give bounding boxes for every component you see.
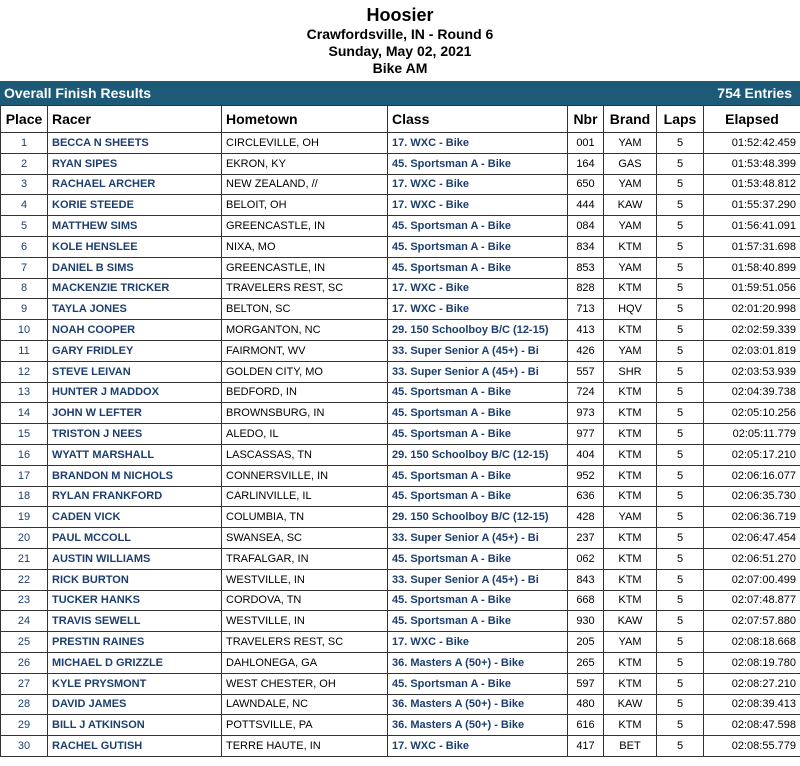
hometown-cell: TRAVELERS REST, SC <box>222 278 388 299</box>
place-cell: 29 <box>1 715 48 736</box>
brand-cell: YAM <box>604 507 657 528</box>
hometown-cell: TRAFALGAR, IN <box>222 548 388 569</box>
hometown-cell: GREENCASTLE, IN <box>222 257 388 278</box>
brand-cell: KTM <box>604 486 657 507</box>
elapsed-cell: 02:08:18.668 <box>704 632 800 653</box>
laps-cell: 5 <box>657 486 704 507</box>
elapsed-cell: 02:01:20.998 <box>704 299 800 320</box>
laps-cell: 5 <box>657 507 704 528</box>
class-cell: 17. WXC - Bike <box>388 299 568 320</box>
number-cell: 426 <box>568 340 604 361</box>
elapsed-cell: 02:06:47.454 <box>704 528 800 549</box>
class-cell: 29. 150 Schoolboy B/C (12-15) <box>388 444 568 465</box>
hometown-cell: NEW ZEALAND, // <box>222 174 388 195</box>
racer-name-cell: RICK BURTON <box>48 569 222 590</box>
elapsed-cell: 02:07:00.499 <box>704 569 800 590</box>
racer-name-cell: BRANDON M NICHOLS <box>48 465 222 486</box>
number-cell: 973 <box>568 403 604 424</box>
brand-cell: KTM <box>604 278 657 299</box>
brand-cell: KTM <box>604 403 657 424</box>
hometown-cell: TRAVELERS REST, SC <box>222 632 388 653</box>
col-elapsed: Elapsed <box>704 106 800 133</box>
racer-name-cell: KORIE STEEDE <box>48 195 222 216</box>
hometown-cell: MORGANTON, NC <box>222 320 388 341</box>
hometown-cell: LAWNDALE, NC <box>222 694 388 715</box>
elapsed-cell: 02:06:36.719 <box>704 507 800 528</box>
racer-name-cell: CADEN VICK <box>48 507 222 528</box>
table-row <box>1 694 800 715</box>
number-cell: 828 <box>568 278 604 299</box>
place-cell: 8 <box>1 278 48 299</box>
racer-name-cell: PRESTIN RAINES <box>48 632 222 653</box>
hometown-cell: WESTVILLE, IN <box>222 611 388 632</box>
place-cell: 26 <box>1 652 48 673</box>
laps-cell: 5 <box>657 236 704 257</box>
laps-cell: 5 <box>657 569 704 590</box>
elapsed-cell: 02:06:16.077 <box>704 465 800 486</box>
place-cell: 7 <box>1 257 48 278</box>
brand-cell: KTM <box>604 236 657 257</box>
table-row <box>1 403 800 424</box>
racer-name-cell: TUCKER HANKS <box>48 590 222 611</box>
racer-name-cell: BILL J ATKINSON <box>48 715 222 736</box>
elapsed-cell: 02:08:27.210 <box>704 673 800 694</box>
number-cell: 404 <box>568 444 604 465</box>
laps-cell: 5 <box>657 465 704 486</box>
racer-name-cell: WYATT MARSHALL <box>48 444 222 465</box>
elapsed-cell: 02:05:10.256 <box>704 403 800 424</box>
racer-name-cell: HUNTER J MADDOX <box>48 382 222 403</box>
class-cell: 17. WXC - Bike <box>388 278 568 299</box>
racer-name-cell: DAVID JAMES <box>48 694 222 715</box>
laps-cell: 5 <box>657 340 704 361</box>
elapsed-cell: 02:05:11.779 <box>704 424 800 445</box>
table-row <box>1 424 800 445</box>
number-cell: 062 <box>568 548 604 569</box>
laps-cell: 5 <box>657 278 704 299</box>
hometown-cell: POTTSVILLE, PA <box>222 715 388 736</box>
elapsed-cell: 01:59:51.056 <box>704 278 800 299</box>
laps-cell: 5 <box>657 424 704 445</box>
racer-name-cell: RACHAEL ARCHER <box>48 174 222 195</box>
racer-name-cell: JOHN W LEFTER <box>48 403 222 424</box>
table-row <box>1 652 800 673</box>
elapsed-cell: 02:03:01.819 <box>704 340 800 361</box>
elapsed-cell: 02:08:39.413 <box>704 694 800 715</box>
place-cell: 30 <box>1 736 48 757</box>
elapsed-cell: 01:58:40.899 <box>704 257 800 278</box>
laps-cell: 5 <box>657 133 704 154</box>
laps-cell: 5 <box>657 528 704 549</box>
number-cell: 480 <box>568 694 604 715</box>
elapsed-cell: 02:04:39.738 <box>704 382 800 403</box>
table-row <box>1 736 800 757</box>
hometown-cell: ALEDO, IL <box>222 424 388 445</box>
laps-cell: 5 <box>657 195 704 216</box>
hometown-cell: LASCASSAS, TN <box>222 444 388 465</box>
elapsed-cell: 01:56:41.091 <box>704 216 800 237</box>
class-cell: 33. Super Senior A (45+) - Bi <box>388 361 568 382</box>
number-cell: 084 <box>568 216 604 237</box>
elapsed-cell: 02:08:55.779 <box>704 736 800 757</box>
place-cell: 18 <box>1 486 48 507</box>
place-cell: 3 <box>1 174 48 195</box>
class-cell: 36. Masters A (50+) - Bike <box>388 715 568 736</box>
class-cell: 17. WXC - Bike <box>388 195 568 216</box>
entries-count: 754 Entries <box>717 85 792 101</box>
brand-cell: YAM <box>604 133 657 154</box>
event-date: Sunday, May 02, 2021 <box>328 43 472 59</box>
place-cell: 1 <box>1 133 48 154</box>
number-cell: 650 <box>568 174 604 195</box>
place-cell: 25 <box>1 632 48 653</box>
event-title: Hoosier <box>366 5 434 25</box>
table-row <box>1 569 800 590</box>
number-cell: 164 <box>568 153 604 174</box>
class-cell: 45. Sportsman A - Bike <box>388 257 568 278</box>
table-row <box>1 465 800 486</box>
brand-cell: KTM <box>604 715 657 736</box>
table-row <box>1 320 800 341</box>
class-cell: 36. Masters A (50+) - Bike <box>388 652 568 673</box>
hometown-cell: SWANSEA, SC <box>222 528 388 549</box>
hometown-cell: GOLDEN CITY, MO <box>222 361 388 382</box>
col-hometown: Hometown <box>222 106 388 133</box>
hometown-cell: WESTVILLE, IN <box>222 569 388 590</box>
number-cell: 977 <box>568 424 604 445</box>
brand-cell: KTM <box>604 590 657 611</box>
laps-cell: 5 <box>657 694 704 715</box>
hometown-cell: BELTON, SC <box>222 299 388 320</box>
hometown-cell: WEST CHESTER, OH <box>222 673 388 694</box>
class-cell: 45. Sportsman A - Bike <box>388 236 568 257</box>
racer-name-cell: RYAN SIPES <box>48 153 222 174</box>
place-cell: 15 <box>1 424 48 445</box>
class-cell: 45. Sportsman A - Bike <box>388 403 568 424</box>
number-cell: 834 <box>568 236 604 257</box>
brand-cell: YAM <box>604 340 657 361</box>
table-row <box>1 548 800 569</box>
number-cell: 417 <box>568 736 604 757</box>
brand-cell: GAS <box>604 153 657 174</box>
hometown-cell: CIRCLEVILLE, OH <box>222 133 388 154</box>
laps-cell: 5 <box>657 632 704 653</box>
laps-cell: 5 <box>657 715 704 736</box>
class-cell: 33. Super Senior A (45+) - Bi <box>388 569 568 590</box>
place-cell: 14 <box>1 403 48 424</box>
laps-cell: 5 <box>657 652 704 673</box>
elapsed-cell: 02:07:48.877 <box>704 590 800 611</box>
class-cell: 17. WXC - Bike <box>388 632 568 653</box>
laps-cell: 5 <box>657 257 704 278</box>
table-row <box>1 153 800 174</box>
number-cell: 636 <box>568 486 604 507</box>
number-cell: 557 <box>568 361 604 382</box>
table-row <box>1 444 800 465</box>
elapsed-cell: 02:06:51.270 <box>704 548 800 569</box>
racer-name-cell: RACHEL GUTISH <box>48 736 222 757</box>
table-row <box>1 216 800 237</box>
class-cell: 45. Sportsman A - Bike <box>388 673 568 694</box>
laps-cell: 5 <box>657 216 704 237</box>
place-cell: 24 <box>1 611 48 632</box>
table-row <box>1 632 800 653</box>
brand-cell: KAW <box>604 694 657 715</box>
racer-name-cell: RYLAN FRANKFORD <box>48 486 222 507</box>
col-class: Class <box>388 106 568 133</box>
class-cell: 17. WXC - Bike <box>388 736 568 757</box>
brand-cell: KTM <box>604 528 657 549</box>
elapsed-cell: 01:52:42.459 <box>704 133 800 154</box>
laps-cell: 5 <box>657 361 704 382</box>
number-cell: 237 <box>568 528 604 549</box>
table-row <box>1 299 800 320</box>
place-cell: 16 <box>1 444 48 465</box>
laps-cell: 5 <box>657 736 704 757</box>
table-row <box>1 382 800 403</box>
laps-cell: 5 <box>657 444 704 465</box>
brand-cell: KAW <box>604 611 657 632</box>
class-cell: 45. Sportsman A - Bike <box>388 465 568 486</box>
laps-cell: 5 <box>657 320 704 341</box>
hometown-cell: GREENCASTLE, IN <box>222 216 388 237</box>
racer-name-cell: AUSTIN WILLIAMS <box>48 548 222 569</box>
class-cell: 45. Sportsman A - Bike <box>388 486 568 507</box>
hometown-cell: NIXA, MO <box>222 236 388 257</box>
laps-cell: 5 <box>657 611 704 632</box>
number-cell: 444 <box>568 195 604 216</box>
racer-name-cell: MATTHEW SIMS <box>48 216 222 237</box>
class-cell: 33. Super Senior A (45+) - Bi <box>388 340 568 361</box>
elapsed-cell: 02:02:59.339 <box>704 320 800 341</box>
racer-name-cell: MACKENZIE TRICKER <box>48 278 222 299</box>
table-row <box>1 174 800 195</box>
number-cell: 843 <box>568 569 604 590</box>
brand-cell: KTM <box>604 673 657 694</box>
header-row <box>1 106 800 133</box>
table-row <box>1 486 800 507</box>
place-cell: 28 <box>1 694 48 715</box>
place-cell: 23 <box>1 590 48 611</box>
number-cell: 265 <box>568 652 604 673</box>
brand-cell: BET <box>604 736 657 757</box>
brand-cell: YAM <box>604 174 657 195</box>
table-row <box>1 340 800 361</box>
brand-cell: KTM <box>604 652 657 673</box>
table-row <box>1 673 800 694</box>
laps-cell: 5 <box>657 299 704 320</box>
class-cell: 29. 150 Schoolboy B/C (12-15) <box>388 507 568 528</box>
brand-cell: KTM <box>604 444 657 465</box>
elapsed-cell: 02:06:35.730 <box>704 486 800 507</box>
table-row <box>1 133 800 154</box>
brand-cell: YAM <box>604 257 657 278</box>
class-cell: 45. Sportsman A - Bike <box>388 216 568 237</box>
class-cell: 45. Sportsman A - Bike <box>388 424 568 445</box>
hometown-cell: BELOIT, OH <box>222 195 388 216</box>
laps-cell: 5 <box>657 548 704 569</box>
laps-cell: 5 <box>657 590 704 611</box>
results-body <box>1 133 800 757</box>
hometown-cell: COLUMBIA, TN <box>222 507 388 528</box>
brand-cell: YAM <box>604 216 657 237</box>
place-cell: 6 <box>1 236 48 257</box>
results-title: Overall Finish Results <box>4 85 152 101</box>
number-cell: 616 <box>568 715 604 736</box>
elapsed-cell: 02:08:19.780 <box>704 652 800 673</box>
table-row <box>1 715 800 736</box>
number-cell: 713 <box>568 299 604 320</box>
class-cell: 33. Super Senior A (45+) - Bi <box>388 528 568 549</box>
place-cell: 27 <box>1 673 48 694</box>
report-header <box>0 0 800 77</box>
place-cell: 5 <box>1 216 48 237</box>
col-brand: Brand <box>604 106 657 133</box>
racer-name-cell: KYLE PRYSMONT <box>48 673 222 694</box>
laps-cell: 5 <box>657 382 704 403</box>
brand-cell: KTM <box>604 382 657 403</box>
event-location: Crawfordsville, IN - Round 6 <box>306 26 494 42</box>
hometown-cell: CONNERSVILLE, IN <box>222 465 388 486</box>
place-cell: 13 <box>1 382 48 403</box>
table-row <box>1 590 800 611</box>
elapsed-cell: 01:55:37.290 <box>704 195 800 216</box>
hometown-cell: FAIRMONT, WV <box>222 340 388 361</box>
brand-cell: KTM <box>604 465 657 486</box>
place-cell: 21 <box>1 548 48 569</box>
number-cell: 597 <box>568 673 604 694</box>
laps-cell: 5 <box>657 673 704 694</box>
class-cell: 17. WXC - Bike <box>388 133 568 154</box>
hometown-cell: CORDOVA, TN <box>222 590 388 611</box>
table-row <box>1 278 800 299</box>
laps-cell: 5 <box>657 174 704 195</box>
racer-name-cell: PAUL MCCOLL <box>48 528 222 549</box>
table-row <box>1 257 800 278</box>
number-cell: 205 <box>568 632 604 653</box>
col-place: Place <box>1 106 48 133</box>
brand-cell: YAM <box>604 632 657 653</box>
racer-name-cell: KOLE HENSLEE <box>48 236 222 257</box>
number-cell: 413 <box>568 320 604 341</box>
brand-cell: KTM <box>604 424 657 445</box>
elapsed-cell: 02:05:17.210 <box>704 444 800 465</box>
table-row <box>1 236 800 257</box>
racer-name-cell: STEVE LEIVAN <box>48 361 222 382</box>
table-row <box>1 611 800 632</box>
place-cell: 19 <box>1 507 48 528</box>
class-cell: 45. Sportsman A - Bike <box>388 382 568 403</box>
place-cell: 2 <box>1 153 48 174</box>
hometown-cell: TERRE HAUTE, IN <box>222 736 388 757</box>
number-cell: 001 <box>568 133 604 154</box>
table-row <box>1 528 800 549</box>
racer-name-cell: MICHAEL D GRIZZLE <box>48 652 222 673</box>
table-row <box>1 361 800 382</box>
hometown-cell: DAHLONEGA, GA <box>222 652 388 673</box>
number-cell: 668 <box>568 590 604 611</box>
number-cell: 952 <box>568 465 604 486</box>
results-banner <box>0 81 800 105</box>
elapsed-cell: 02:07:57.880 <box>704 611 800 632</box>
racer-name-cell: GARY FRIDLEY <box>48 340 222 361</box>
place-cell: 11 <box>1 340 48 361</box>
event-session: Bike AM <box>372 60 428 76</box>
results-table <box>0 105 800 757</box>
col-nbr: Nbr <box>568 106 604 133</box>
laps-cell: 5 <box>657 403 704 424</box>
hometown-cell: BROWNSBURG, IN <box>222 403 388 424</box>
hometown-cell: CARLINVILLE, IL <box>222 486 388 507</box>
brand-cell: KTM <box>604 320 657 341</box>
number-cell: 724 <box>568 382 604 403</box>
elapsed-cell: 01:53:48.812 <box>704 174 800 195</box>
brand-cell: KTM <box>604 548 657 569</box>
table-row <box>1 507 800 528</box>
table-row <box>1 195 800 216</box>
racer-name-cell: TAYLA JONES <box>48 299 222 320</box>
class-cell: 45. Sportsman A - Bike <box>388 153 568 174</box>
elapsed-cell: 02:03:53.939 <box>704 361 800 382</box>
col-racer: Racer <box>48 106 222 133</box>
place-cell: 22 <box>1 569 48 590</box>
place-cell: 12 <box>1 361 48 382</box>
class-cell: 29. 150 Schoolboy B/C (12-15) <box>388 320 568 341</box>
place-cell: 10 <box>1 320 48 341</box>
elapsed-cell: 01:57:31.698 <box>704 236 800 257</box>
place-cell: 20 <box>1 528 48 549</box>
number-cell: 930 <box>568 611 604 632</box>
hometown-cell: BEDFORD, IN <box>222 382 388 403</box>
class-cell: 45. Sportsman A - Bike <box>388 611 568 632</box>
racer-name-cell: DANIEL B SIMS <box>48 257 222 278</box>
racer-name-cell: BECCA N SHEETS <box>48 133 222 154</box>
number-cell: 428 <box>568 507 604 528</box>
place-cell: 9 <box>1 299 48 320</box>
elapsed-cell: 02:08:47.598 <box>704 715 800 736</box>
elapsed-cell: 01:53:48.399 <box>704 153 800 174</box>
class-cell: 36. Masters A (50+) - Bike <box>388 694 568 715</box>
hometown-cell: EKRON, KY <box>222 153 388 174</box>
class-cell: 17. WXC - Bike <box>388 174 568 195</box>
class-cell: 45. Sportsman A - Bike <box>388 590 568 611</box>
laps-cell: 5 <box>657 153 704 174</box>
racer-name-cell: NOAH COOPER <box>48 320 222 341</box>
brand-cell: KAW <box>604 195 657 216</box>
brand-cell: SHR <box>604 361 657 382</box>
brand-cell: HQV <box>604 299 657 320</box>
class-cell: 45. Sportsman A - Bike <box>388 548 568 569</box>
racer-name-cell: TRISTON J NEES <box>48 424 222 445</box>
brand-cell: KTM <box>604 569 657 590</box>
place-cell: 4 <box>1 195 48 216</box>
number-cell: 853 <box>568 257 604 278</box>
place-cell: 17 <box>1 465 48 486</box>
racer-name-cell: TRAVIS SEWELL <box>48 611 222 632</box>
col-laps: Laps <box>657 106 704 133</box>
